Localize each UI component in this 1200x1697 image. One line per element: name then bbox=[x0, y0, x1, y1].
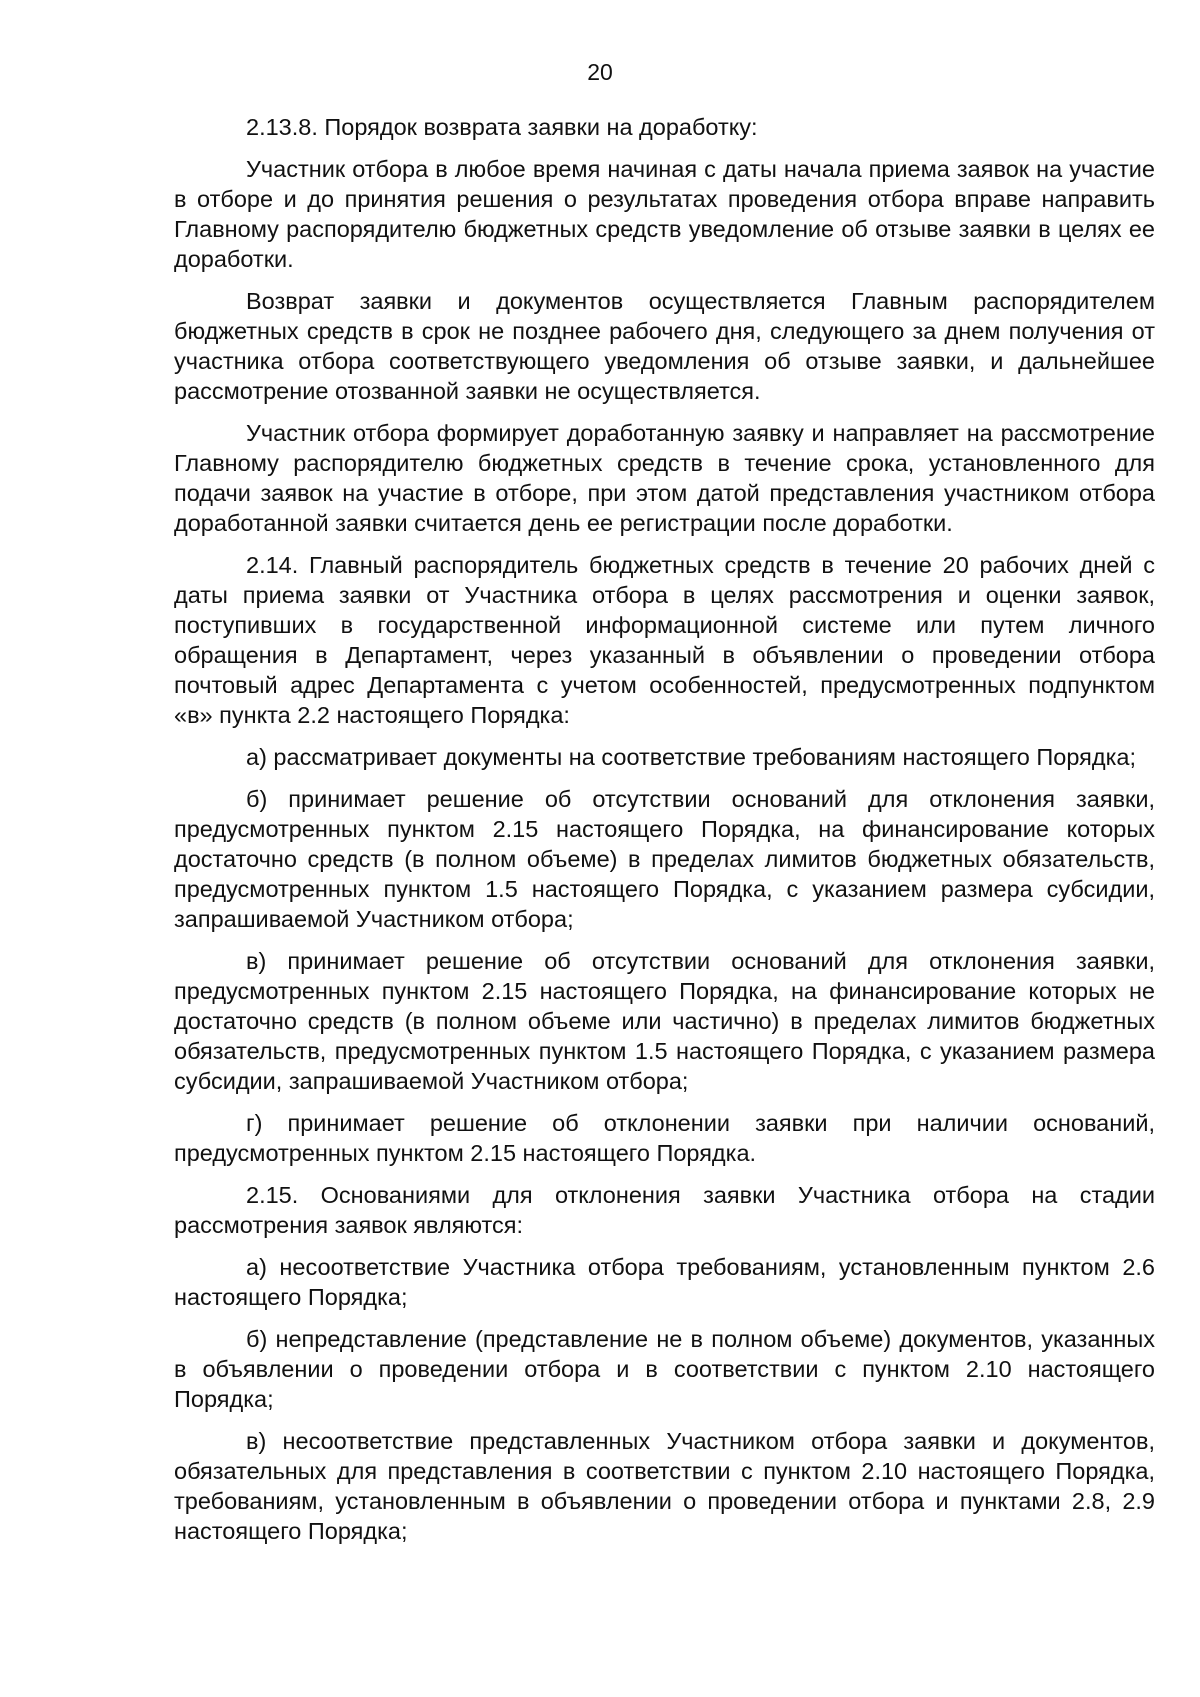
paragraph-revised-application: Участник отбора формирует доработанную заявку и направляет на рассмотрение Главному распорядителю бюджетных средств в течение срока, установленного для подачи заявок на участие в отборе, при этом датой представления участником отбора доработанной заявки считается день ее регистрации после доработки. bbox=[174, 420, 1155, 536]
document-body bbox=[174, 112, 1155, 1558]
paragraph-2-14-v: в) принимает решение об отсутствии оснований для отклонения заявки, предусмотренных пунктом 2.15 настоящего Порядка, на финансирование которых не достаточно средств (в полном объеме или частично) в пределах лимитов бюджетных обязательств, предусмотренных пунктом 1.5 настоящего Порядка, с указанием размера субсидии, запрашиваемой Участником отбора; bbox=[174, 948, 1155, 1094]
paragraph-2-14-a: а) рассматривает документы на соответствие требованиям настоящего Порядка; bbox=[246, 744, 1136, 770]
paragraph-2-15-v: в) несоответствие представленных Участником отбора заявки и документов, обязательных для представления в соответствии с пунктом 2.10 настоящего Порядка, требованиям, установленным в объявлении о проведении отбора и пунктами 2.8, 2.9 настоящего Порядка; bbox=[174, 1428, 1155, 1544]
paragraph-2-14: 2.14. Главный распорядитель бюджетных средств в течение 20 рабочих дней с даты приема заявки от Участника отбора в целях рассмотрения и оценки заявок, поступивших в государственной информационной системе или путем личного обращения в Департамент, через указанный в объявлении о проведении отбора почтовый адрес Департамента с учетом особенностей, предусмотренных подпунктом «в» пункта 2.2 настоящего Порядка: bbox=[174, 552, 1155, 728]
paragraph-2-14-b: б) принимает решение об отсутствии оснований для отклонения заявки, предусмотренных пунктом 2.15 настоящего Порядка, на финансирование которых достаточно средств (в полном объеме) в пределах лимитов бюджетных обязательств, предусмотренных пунктом 1.5 настоящего Порядка, с указанием размера субсидии, запрашиваемой Участником отбора; bbox=[174, 786, 1155, 932]
paragraph-2-15-a: а) несоответствие Участника отбора требованиям, установленным пунктом 2.6 настоящего Порядка; bbox=[174, 1254, 1155, 1310]
paragraph-2-15-b: б) непредставление (представление не в полном объеме) документов, указанных в объявлении о проведении отбора и в соответствии с пунктом 2.10 настоящего Порядка; bbox=[174, 1326, 1155, 1412]
page-number: 20 bbox=[587, 59, 613, 85]
paragraph-2-13-8-heading: 2.13.8. Порядок возврата заявки на доработку: bbox=[246, 114, 758, 140]
paragraph-2-14-g: г) принимает решение об отклонении заявки при наличии оснований, предусмотренных пунктом 2.15 настоящего Порядка. bbox=[174, 1110, 1155, 1166]
paragraph-return-of-application: Возврат заявки и документов осуществляется Главным распорядителем бюджетных средств в срок не позднее рабочего дня, следующего за днем получения от участника отбора соответствующего уведомления об отзыве заявки, и дальнейшее рассмотрение отозванной заявки не осуществляется. bbox=[174, 288, 1155, 404]
paragraph-withdrawal-right: Участник отбора в любое время начиная с даты начала приема заявок на участие в отборе и до принятия решения о результатах проведения отбора вправе направить Главному распорядителю бюджетных средств уведомление об отзыве заявки в целях ее доработки. bbox=[174, 156, 1155, 272]
paragraph-2-15: 2.15. Основаниями для отклонения заявки Участника отбора на стадии рассмотрения заявок являются: bbox=[174, 1182, 1155, 1238]
